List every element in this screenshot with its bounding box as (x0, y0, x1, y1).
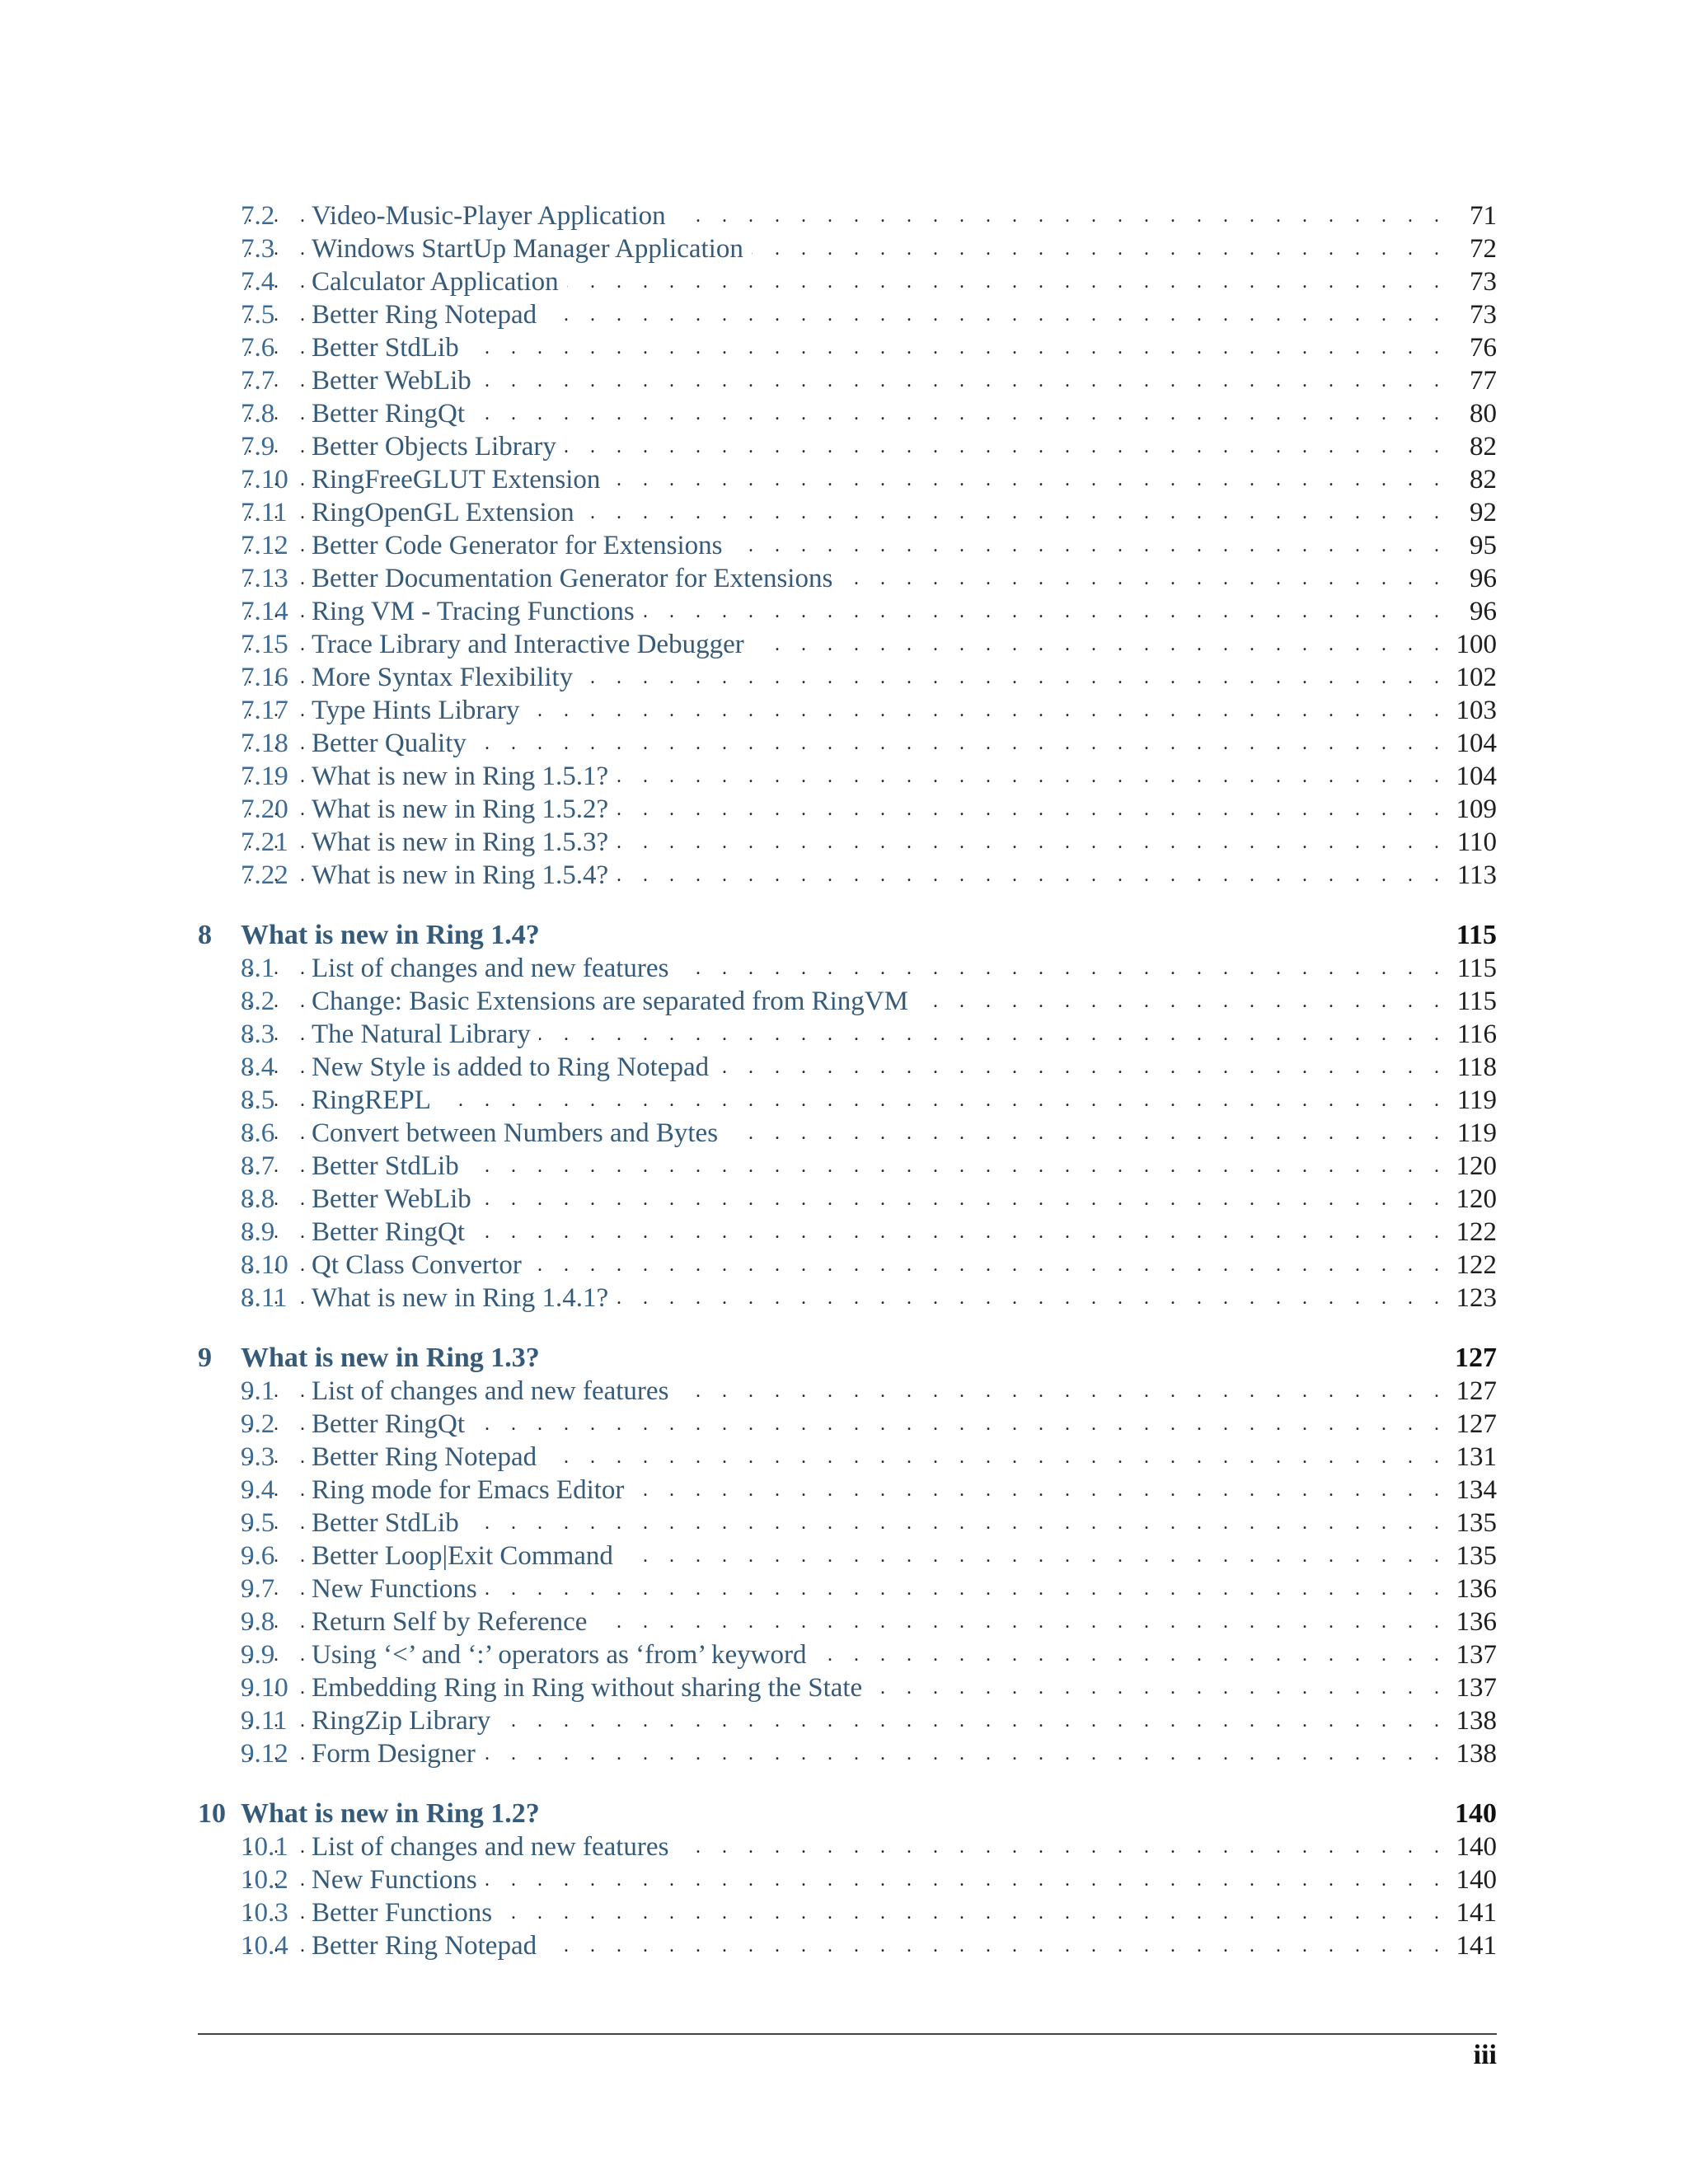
toc-entry[interactable] (198, 1216, 1497, 1249)
entry-title-link[interactable]: Return Self by Reference (312, 1607, 595, 1637)
chapter-page-number: 140 (1455, 1798, 1497, 1829)
toc-entry[interactable] (198, 826, 1497, 859)
entry-page-number: 141 (1447, 1896, 1498, 1929)
table-of-contents (198, 199, 1497, 1962)
entry-title-link[interactable]: Ring mode for Emacs Editor (312, 1475, 632, 1505)
entry-number: 8.7 (241, 1151, 275, 1181)
toc-entry[interactable] (198, 1507, 1497, 1540)
toc-entry[interactable] (198, 1282, 1497, 1315)
entry-number: 9.3 (241, 1442, 275, 1472)
entry-title-link[interactable]: List of changes and new features (312, 954, 677, 983)
entry-page-number: 73 (1460, 298, 1497, 331)
toc-entry[interactable] (198, 952, 1497, 985)
entry-page-number: 141 (1447, 1929, 1498, 1962)
entry-number: 9.11 (241, 1706, 288, 1736)
toc-entry[interactable] (198, 199, 1497, 232)
entry-number: 9.5 (241, 1508, 275, 1538)
entry-title-link[interactable]: Qt Class Convertor (312, 1250, 530, 1280)
toc-entry[interactable] (198, 760, 1497, 793)
entry-title-link[interactable]: Windows StartUp Manager Application (312, 234, 752, 264)
toc-entry[interactable] (198, 298, 1497, 331)
entry-page-number: 122 (1447, 1249, 1498, 1282)
entry-title-link[interactable]: Better WebLib (312, 1184, 480, 1214)
toc-entry[interactable] (198, 1150, 1497, 1183)
entry-page-number: 134 (1447, 1474, 1498, 1507)
entry-number: 7.8 (241, 399, 275, 429)
entry-number: 9.2 (241, 1409, 275, 1439)
entry-page-number: 138 (1447, 1737, 1498, 1770)
entry-page-number: 102 (1447, 661, 1498, 694)
toc-entry[interactable] (198, 1249, 1497, 1282)
entry-page-number: 122 (1447, 1216, 1498, 1249)
entry-title-link[interactable]: What is new in Ring 1.5.4? (312, 860, 617, 890)
entry-page-number: 137 (1447, 1671, 1498, 1704)
entry-page-number: 77 (1460, 364, 1497, 397)
entry-number: 9.9 (241, 1640, 275, 1670)
toc-entry[interactable] (198, 595, 1497, 628)
entry-number: 7.12 (241, 531, 288, 560)
toc-entry[interactable] (198, 496, 1497, 529)
toc-entry[interactable] (198, 1929, 1497, 1962)
entry-number: 8.10 (241, 1250, 288, 1280)
entry-number: 8.8 (241, 1184, 275, 1214)
toc-entry[interactable] (198, 1084, 1497, 1117)
entry-number: 7.19 (241, 762, 288, 791)
chapter-number: 10 (198, 1798, 226, 1829)
entry-number: 9.7 (241, 1574, 275, 1604)
chapter-page-number: 127 (1455, 1343, 1497, 1373)
entry-page-number: 95 (1460, 529, 1497, 562)
toc-entry[interactable] (198, 1408, 1497, 1441)
entry-title-link[interactable]: RingREPL (312, 1085, 439, 1115)
entry-number: 9.4 (241, 1475, 275, 1505)
entry-title-link[interactable]: Better Code Generator for Extensions (312, 531, 731, 560)
toc-entry[interactable] (198, 1375, 1497, 1408)
toc-entry[interactable] (198, 1638, 1497, 1671)
entry-title-link[interactable]: New Functions (312, 1574, 485, 1604)
entry-number: 9.1 (241, 1376, 275, 1406)
entry-page-number: 137 (1447, 1638, 1498, 1671)
entry-page-number: 127 (1447, 1375, 1498, 1408)
entry-title-link[interactable]: Better Objects Library (312, 432, 565, 462)
entry-number: 7.11 (241, 498, 288, 527)
toc-chapter-heading[interactable] (198, 1342, 1497, 1375)
entry-page-number: 100 (1447, 628, 1498, 661)
entry-number: 7.6 (241, 333, 275, 363)
entry-page-number: 103 (1447, 694, 1498, 727)
entry-number: 10.4 (241, 1931, 288, 1961)
entry-number: 7.18 (241, 729, 288, 758)
entry-page-number: 120 (1447, 1150, 1498, 1183)
entry-title-link[interactable]: Type Hints Library (312, 696, 528, 725)
toc-entry[interactable] (198, 1474, 1497, 1507)
entry-title-link[interactable]: What is new in Ring 1.5.3? (312, 827, 617, 857)
entry-page-number: 104 (1447, 760, 1498, 793)
toc-entry[interactable] (198, 1018, 1497, 1051)
entry-title-link[interactable]: List of changes and new features (312, 1376, 677, 1406)
entry-page-number: 96 (1460, 595, 1497, 628)
entry-title-link[interactable]: Better Functions (312, 1898, 500, 1928)
entry-number: 8.9 (241, 1217, 275, 1247)
entry-number: 8.1 (241, 954, 275, 983)
entry-page-number: 131 (1447, 1441, 1498, 1474)
entry-title-link[interactable]: New Style is added to Ring Notepad (312, 1052, 717, 1082)
entry-page-number: 119 (1447, 1084, 1497, 1117)
entry-page-number: 136 (1447, 1605, 1498, 1638)
chapter-title-link[interactable]: What is new in Ring 1.3? (241, 1343, 540, 1373)
toc-entry[interactable] (198, 1605, 1497, 1638)
entry-number: 8.6 (241, 1118, 275, 1148)
entry-title-link[interactable]: Trace Library and Interactive Debugger (312, 630, 753, 659)
chapter-title-link[interactable]: What is new in Ring 1.2? (241, 1798, 540, 1829)
entry-number: 8.4 (241, 1052, 275, 1082)
entry-page-number: 104 (1447, 727, 1498, 760)
toc-entry[interactable] (198, 628, 1497, 661)
toc-entry[interactable] (198, 331, 1497, 364)
entry-number: 7.4 (241, 267, 275, 297)
toc-entry[interactable] (198, 430, 1497, 463)
entry-number: 7.5 (241, 300, 275, 330)
toc-entry[interactable] (198, 661, 1497, 694)
toc-entry[interactable] (198, 364, 1497, 397)
toc-entry[interactable] (198, 1830, 1497, 1863)
toc-entry[interactable] (198, 1896, 1497, 1929)
toc-entry[interactable] (198, 1183, 1497, 1216)
entry-page-number: 72 (1460, 232, 1497, 265)
entry-number: 7.14 (241, 597, 288, 626)
entry-page-number: 73 (1460, 265, 1497, 298)
entry-title-link[interactable]: Better Ring Notepad (312, 300, 545, 330)
entry-page-number: 110 (1447, 826, 1497, 859)
entry-title-link[interactable]: Video-Music-Player Application (312, 201, 674, 231)
entry-number: 7.7 (241, 366, 275, 396)
toc-entry[interactable] (198, 1671, 1497, 1704)
footer-page-number: iii (1473, 2040, 1497, 2070)
entry-number: 7.16 (241, 663, 288, 692)
entry-number: 7.21 (241, 827, 288, 857)
entry-number: 7.20 (241, 794, 288, 824)
entry-title-link[interactable]: Better Ring Notepad (312, 1931, 545, 1961)
toc-entry[interactable] (198, 562, 1497, 595)
entry-number: 7.9 (241, 432, 275, 462)
entry-title-link[interactable]: Better RingQt (312, 1217, 473, 1247)
chapter-number: 8 (198, 920, 212, 950)
entry-title-link[interactable]: Form Designer (312, 1739, 484, 1769)
entry-title-link[interactable]: Ring VM - Tracing Functions (312, 597, 643, 626)
entry-page-number: 140 (1447, 1830, 1498, 1863)
entry-title-link[interactable]: List of changes and new features (312, 1832, 677, 1862)
toc-chapter-heading[interactable] (198, 919, 1497, 952)
entry-title-link[interactable]: Better StdLib (312, 1151, 467, 1181)
footer-rule (198, 2033, 1497, 2035)
toc-entry[interactable] (198, 727, 1497, 760)
entry-page-number: 115 (1447, 952, 1497, 985)
entry-title-link[interactable]: What is new in Ring 1.4.1? (312, 1283, 617, 1313)
entry-title-link[interactable]: Better StdLib (312, 333, 467, 363)
chapter-number: 9 (198, 1343, 212, 1373)
entry-page-number: 71 (1460, 199, 1497, 232)
toc-entry[interactable] (198, 985, 1497, 1018)
entry-title-link[interactable]: Embedding Ring in Ring without sharing the State (312, 1673, 870, 1703)
entry-page-number: 76 (1460, 331, 1497, 364)
entry-title-link[interactable]: Better Loop|Exit Command (312, 1541, 621, 1571)
entry-title-link[interactable]: RingZip Library (312, 1706, 499, 1736)
entry-page-number: 116 (1447, 1018, 1497, 1051)
entry-page-number: 113 (1447, 859, 1497, 892)
entry-title-link[interactable]: RingFreeGLUT Extension (312, 465, 608, 494)
toc-entry[interactable] (198, 397, 1497, 430)
toc-entry[interactable] (198, 694, 1497, 727)
entry-number: 7.13 (241, 564, 288, 593)
entry-number: 7.10 (241, 465, 288, 494)
entry-number: 9.10 (241, 1673, 288, 1703)
entry-page-number: 138 (1447, 1704, 1498, 1737)
toc-entry[interactable] (198, 265, 1497, 298)
entry-page-number: 136 (1447, 1572, 1498, 1605)
entry-number: 7.2 (241, 201, 275, 231)
entry-number: 8.11 (241, 1283, 288, 1313)
entry-number: 7.15 (241, 630, 288, 659)
toc-entry[interactable] (198, 1051, 1497, 1084)
toc-entry[interactable] (198, 1441, 1497, 1474)
entry-page-number: 119 (1447, 1117, 1497, 1150)
entry-title-link[interactable]: Better Quality (312, 729, 475, 758)
entry-page-number: 118 (1447, 1051, 1497, 1084)
toc-entry[interactable] (198, 232, 1497, 265)
entry-title-link[interactable]: More Syntax Flexibility (312, 663, 581, 692)
toc-entry[interactable] (198, 1117, 1497, 1150)
entry-page-number: 82 (1460, 463, 1497, 496)
entry-title-link[interactable]: Better Ring Notepad (312, 1442, 545, 1472)
entry-title-link[interactable]: Better RingQt (312, 1409, 473, 1439)
chapter-page-number: 115 (1456, 920, 1497, 950)
toc-entry[interactable] (198, 1863, 1497, 1896)
toc-entry[interactable] (198, 1540, 1497, 1572)
entry-number: 10.1 (241, 1832, 288, 1862)
entry-title-link[interactable]: Change: Basic Extensions are separated from RingVM (312, 987, 917, 1016)
entry-title-link[interactable]: Better StdLib (312, 1508, 467, 1538)
entry-page-number: 123 (1447, 1282, 1498, 1315)
entry-number: 8.2 (241, 987, 275, 1016)
entry-number: 8.3 (241, 1019, 275, 1049)
entry-title-link[interactable]: Convert between Numbers and Bytes (312, 1118, 726, 1148)
entry-page-number: 82 (1460, 430, 1497, 463)
entry-page-number: 80 (1460, 397, 1497, 430)
entry-number: 9.12 (241, 1739, 288, 1769)
entry-page-number: 96 (1460, 562, 1497, 595)
entry-page-number: 135 (1447, 1507, 1498, 1540)
entry-number: 7.3 (241, 234, 275, 264)
entry-page-number: 135 (1447, 1540, 1498, 1572)
entry-title-link[interactable]: What is new in Ring 1.5.1? (312, 762, 617, 791)
entry-number: 9.8 (241, 1607, 275, 1637)
toc-entry[interactable] (198, 463, 1497, 496)
toc-entry[interactable] (198, 1572, 1497, 1605)
toc-chapter-heading[interactable] (198, 1797, 1497, 1830)
entry-page-number: 140 (1447, 1863, 1498, 1896)
entry-title-link[interactable]: RingOpenGL Extension (312, 498, 583, 527)
entry-title-link[interactable]: Calculator Application (312, 267, 567, 297)
entry-title-link[interactable]: Better WebLib (312, 366, 480, 396)
entry-page-number: 92 (1460, 496, 1497, 529)
entry-page-number: 115 (1447, 985, 1497, 1018)
toc-entry[interactable] (198, 793, 1497, 826)
entry-number: 10.2 (241, 1865, 288, 1895)
entry-number: 8.5 (241, 1085, 275, 1115)
entry-title-link[interactable]: What is new in Ring 1.5.2? (312, 794, 617, 824)
entry-number: 7.17 (241, 696, 288, 725)
toc-entry[interactable] (198, 1704, 1497, 1737)
entry-page-number: 109 (1447, 793, 1498, 826)
toc-entry[interactable] (198, 529, 1497, 562)
entry-page-number: 127 (1447, 1408, 1498, 1441)
entry-title-link[interactable]: Better RingQt (312, 399, 473, 429)
entry-number: 9.6 (241, 1541, 275, 1571)
entry-title-link[interactable]: Using ‘<’ and ‘:’ operators as ‘from’ keyword (312, 1640, 815, 1670)
toc-entry[interactable] (198, 859, 1497, 892)
toc-entry[interactable] (198, 1737, 1497, 1770)
entry-number: 7.22 (241, 860, 288, 890)
entry-page-number: 120 (1447, 1183, 1498, 1216)
entry-title-link[interactable]: New Functions (312, 1865, 485, 1895)
entry-title-link[interactable]: Better Documentation Generator for Extensions (312, 564, 841, 593)
entry-title-link[interactable]: The Natural Library (312, 1019, 539, 1049)
entry-number: 10.3 (241, 1898, 288, 1928)
chapter-title-link[interactable]: What is new in Ring 1.4? (241, 920, 540, 950)
